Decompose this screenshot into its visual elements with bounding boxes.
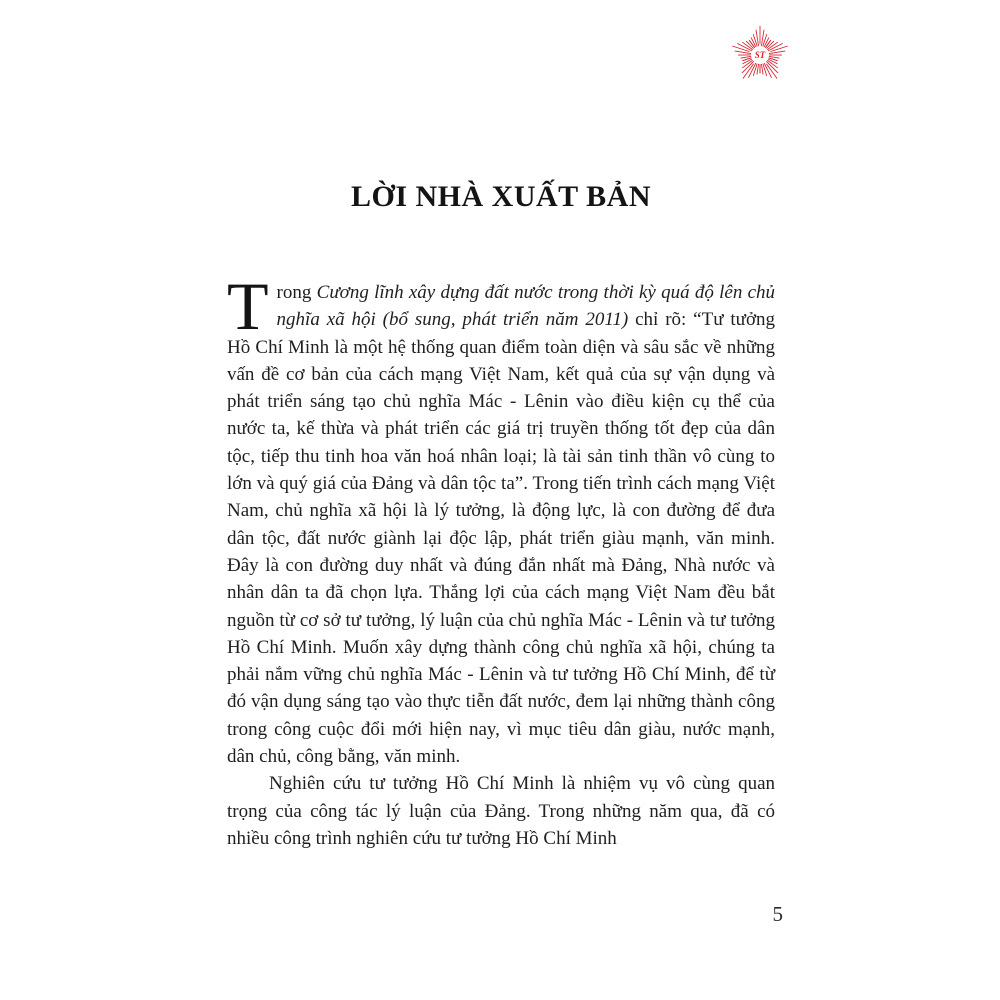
p1-cited-work-title: Cương lĩnh xây dựng đất nước trong thời kỳ quá độ lên chủ nghĩa xã hội (bổ sung, phát triển năm 2011) [276,282,776,331]
publisher-star-emblem-icon [724,18,796,92]
p1-main-text: chỉ rõ: “Tư tưởng Hồ Chí Minh là một hệ thống quan điểm toàn diện và sâu sắc về những vấn đề cơ bản của cách mạng Việt Nam, kết quả của sự vận dụng và phát triển sáng tạo chủ nghĩa Mác - Lênin vào điều kiện cụ thể của nước ta, kế thừa và phát triển các giá trị truyền thống tốt đẹp của dân tộc, tiếp thu tinh hoa văn hoá nhân loại; là tài sản tinh thần vô cùng to lớn và quý giá của Đảng và dân tộc ta”. Trong tiến trình cách mạng Việt Nam, chủ nghĩa xã hội là lý tưởng, là động lực, là con đường để đưa dân tộc, đất nước giành lại độc lập, phát triển giàu mạnh, văn minh. Đây là con đường duy nhất và đúng đắn nhất mà Đảng, Nhà nước và nhân dân ta đã chọn lựa. Thắng lợi của cách mạng Việt Nam đều bắt nguồn từ cơ sở tư tưởng, lý luận của chủ nghĩa Mác - Lênin và tư tưởng Hồ Chí Minh. Muốn xây dựng thành công chủ nghĩa xã hội, chúng ta phải nắm vững chủ nghĩa Mác - Lênin và tư tưởng Hồ Chí Minh, để từ đó vận dụng sáng tạo vào thực tiễn đất nước, đem lại những thành công trong công cuộc đổi mới hiện nay, vì mục tiêu dân giàu, nước mạnh, dân chủ, công bằng, văn minh. [227,309,775,768]
drop-cap: T [227,268,269,344]
paragraph-1 [227,268,776,770]
paragraph-2: Nghiên cứu tư tưởng Hồ Chí Minh là nhiệm vụ vô cùng quan trọng của công tác lý luận của Đảng. Trong những năm qua, đã có nhiều công trình nghiên cứu tư tưởng Hồ Chí Minh [227,773,775,849]
chapter-title: LỜI NHÀ XUẤT BẢN [351,180,651,213]
page-number: 5 [772,902,783,926]
emblem-monogram: ST [754,50,766,61]
p1-opening-word: rong [276,282,317,303]
body-text [227,268,776,852]
